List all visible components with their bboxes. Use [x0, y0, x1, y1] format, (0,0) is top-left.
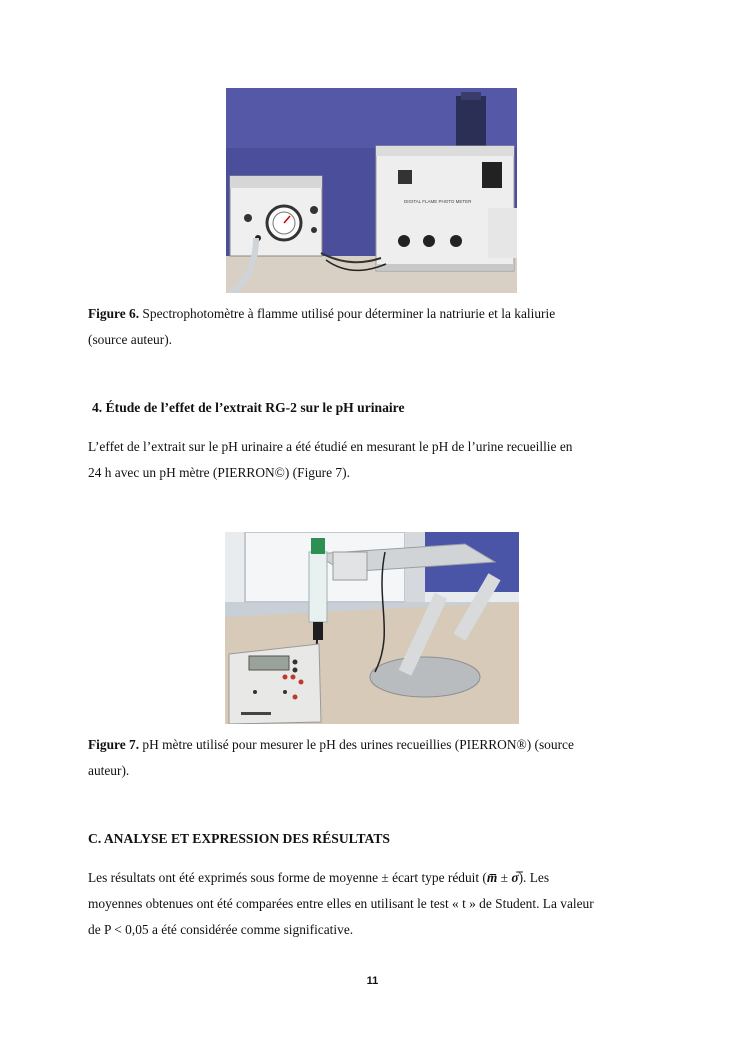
figure-6-caption-text: Spectrophotomètre à flamme utilisé pour déterminer la natriurie et la kaliurie — [139, 306, 556, 321]
figure-6-label: Figure 6. — [88, 306, 140, 321]
figure-7-label: Figure 7. — [88, 737, 140, 752]
section-c-line-1a: Les résultats ont été exprimés sous forme de moyenne ± écart type réduit ( — [88, 870, 487, 885]
figure-7-caption-source: auteur). — [88, 763, 130, 778]
page-number: 11 — [366, 975, 379, 987]
section-c-line-3: de P < 0,05 a été considérée comme significative. — [88, 922, 354, 937]
section-4-line-1: L’effet de l’extrait sur le pH urinaire a été étudié en mesurant le pH de l’urine recueillie en — [88, 439, 573, 454]
section-c-line-1b: ). Les — [518, 870, 550, 885]
section-4-paragraph — [88, 434, 655, 486]
figure-6-caption — [88, 301, 655, 353]
mean-symbol: m̅ — [486, 870, 498, 885]
section-c-paragraph — [88, 865, 655, 943]
section-4-line-2: 24 h avec un pH mètre (PIERRON©) (Figure 7). — [88, 465, 350, 480]
section-c-heading: C. ANALYSE ET EXPRESSION DES RÉSULTATS — [88, 831, 390, 846]
figure-7-image — [225, 532, 519, 724]
figure-7-caption — [88, 732, 655, 784]
figure-7-caption-text: pH mètre utilisé pour mesurer le pH des urines recueillies (PIERRON®) (source — [139, 737, 574, 752]
section-4-heading: 4. Étude de l’effet de l’extrait RG-2 sur le pH urinaire — [92, 400, 405, 415]
figure-6-caption-source: (source auteur). — [88, 332, 173, 347]
section-c-line-2: moyennes obtenues ont été comparées entre elles en utilisant le test « t » de Student. La valeur — [88, 896, 594, 911]
sigma-symbol: σ̅ — [511, 870, 519, 885]
plus-minus-symbol: ± — [497, 870, 512, 885]
figure-6-image — [226, 88, 517, 293]
device-label: DIGITAL FLAME PHOTO METER — [404, 199, 472, 204]
